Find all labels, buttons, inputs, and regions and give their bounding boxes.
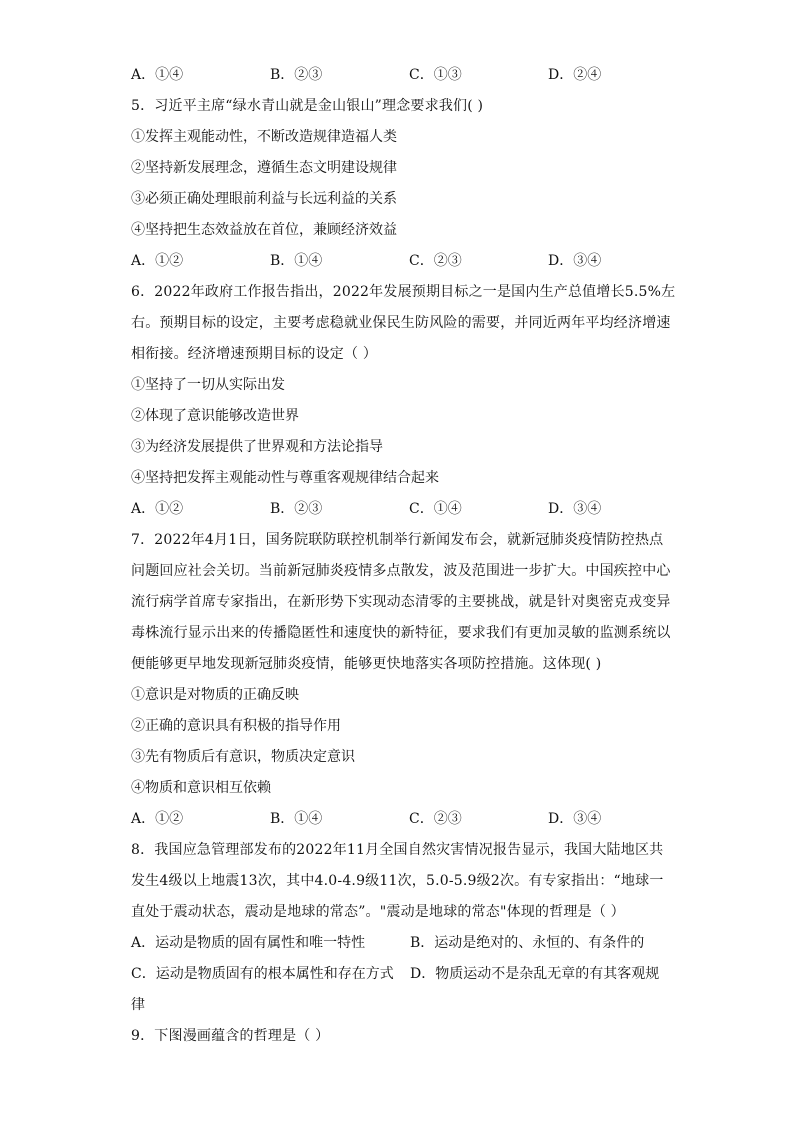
question-9-stem: 9．下图漫画蕴含的哲理是（ ） bbox=[131, 1028, 330, 1044]
question-6-stem-cont: 右。预期目标的设定，主要考虑稳就业保民生防风险的需要，并同近两年平均经济增速 bbox=[131, 315, 671, 331]
option-c: C．②③ bbox=[409, 811, 462, 827]
question-7-stem-cont: 便能够更早地发现新冠肺炎疫情，能够更快地落实各项防控措施。这体现( ) bbox=[131, 656, 602, 672]
option-c: C．①④ bbox=[409, 501, 462, 517]
statement-item: ③必须正确处理眼前利益与长远利益的关系 bbox=[131, 191, 397, 207]
option-c: C．①③ bbox=[409, 67, 462, 83]
option-a: A．①② bbox=[131, 811, 184, 827]
options-row bbox=[131, 804, 694, 835]
option-a: A．①② bbox=[131, 253, 184, 269]
option-d-continuation: 律 bbox=[131, 997, 145, 1013]
question-7-stem-cont: 流行病学首席专家指出，在新形势下实现动态清零的主要挑战，就是针对奥密克戎变异 bbox=[131, 594, 671, 610]
statement-item: ④物质和意识相互依赖 bbox=[131, 780, 271, 796]
statement-item: ①发挥主观能动性，不断改造规律造福人类 bbox=[131, 129, 397, 145]
statement-item: ③先有物质后有意识，物质决定意识 bbox=[131, 749, 355, 765]
question-5-stem: 5．习近平主席“绿水青山就是金山银山”理念要求我们( ) bbox=[131, 98, 484, 114]
option-d: D．②④ bbox=[548, 67, 602, 83]
question-8-stem: 8．我国应急管理部发布的2022年11月全国自然灾害情况报告显示，我国大陆地区共 bbox=[131, 842, 664, 858]
option-d: D．③④ bbox=[548, 253, 602, 269]
statement-item: ②正确的意识具有积极的指导作用 bbox=[131, 718, 341, 734]
statement-item: ④坚持把发挥主观能动性与尊重客观规律结合起来 bbox=[131, 470, 439, 486]
statement-item: ①坚持了一切从实际出发 bbox=[131, 377, 285, 393]
statement-item: ①意识是对物质的正确反映 bbox=[131, 687, 299, 703]
option-c: C．运动是物质固有的根本属性和存在方式 bbox=[131, 966, 394, 982]
option-a: A．①④ bbox=[131, 67, 184, 83]
question-7-stem: 7．2022年4月1日，国务院联防联控机制举行新闻发布会，就新冠肺炎疫情防控热点 bbox=[131, 532, 664, 548]
option-b: B．①④ bbox=[270, 253, 323, 269]
options-row bbox=[131, 959, 694, 990]
statement-item: ③为经济发展提供了世界观和方法论指导 bbox=[131, 439, 383, 455]
option-d: D．③④ bbox=[548, 501, 602, 517]
option-d: D．物质运动不是杂乱无章的有其客观规 bbox=[410, 966, 660, 982]
option-b: B．②③ bbox=[270, 67, 323, 83]
option-b: B．②③ bbox=[270, 501, 323, 517]
option-c: C．②③ bbox=[409, 253, 462, 269]
statement-item: ②体现了意识能够改造世界 bbox=[131, 408, 299, 424]
question-6-stem: 6．2022年政府工作报告指出，2022年发展预期目标之一是国内生产总值增长5.5%左 bbox=[131, 284, 676, 300]
question-8-stem-cont: 发生4级以上地震13次，其中4.0-4.9级11次，5.0-5.9级2次。有专家指出：“地球一 bbox=[131, 873, 664, 889]
options-row bbox=[131, 494, 694, 525]
question-7-stem-cont: 毒株流行显示出来的传播隐匿性和速度快的新特征，要求我们有更加灵敏的监测系统以 bbox=[131, 625, 671, 641]
option-a: A．运动是物质的固有属性和唯一特性 bbox=[131, 935, 366, 951]
options-row bbox=[131, 246, 694, 277]
statement-item: ②坚持新发展理念，遵循生态文明建设规律 bbox=[131, 160, 397, 176]
option-a: A．①② bbox=[131, 501, 184, 517]
options-row bbox=[131, 928, 694, 959]
option-d: D．③④ bbox=[548, 811, 602, 827]
options-row bbox=[131, 60, 694, 91]
option-b: B．运动是绝对的、永恒的、有条件的 bbox=[410, 935, 645, 951]
statement-item: ④坚持把生态效益放在首位，兼顾经济效益 bbox=[131, 222, 397, 238]
question-8-stem-cont: 直处于震动状态，震动是地球的常态”。"震动是地球的常态"体现的哲理是（ ） bbox=[131, 904, 625, 920]
question-7-stem-cont: 问题回应社会关切。当前新冠肺炎疫情多点散发，波及范围进一步扩大。中国疾控中心 bbox=[131, 563, 671, 579]
option-b: B．①④ bbox=[270, 811, 323, 827]
question-6-stem-cont: 相衔接。经济增速预期目标的设定（ ） bbox=[131, 346, 378, 362]
